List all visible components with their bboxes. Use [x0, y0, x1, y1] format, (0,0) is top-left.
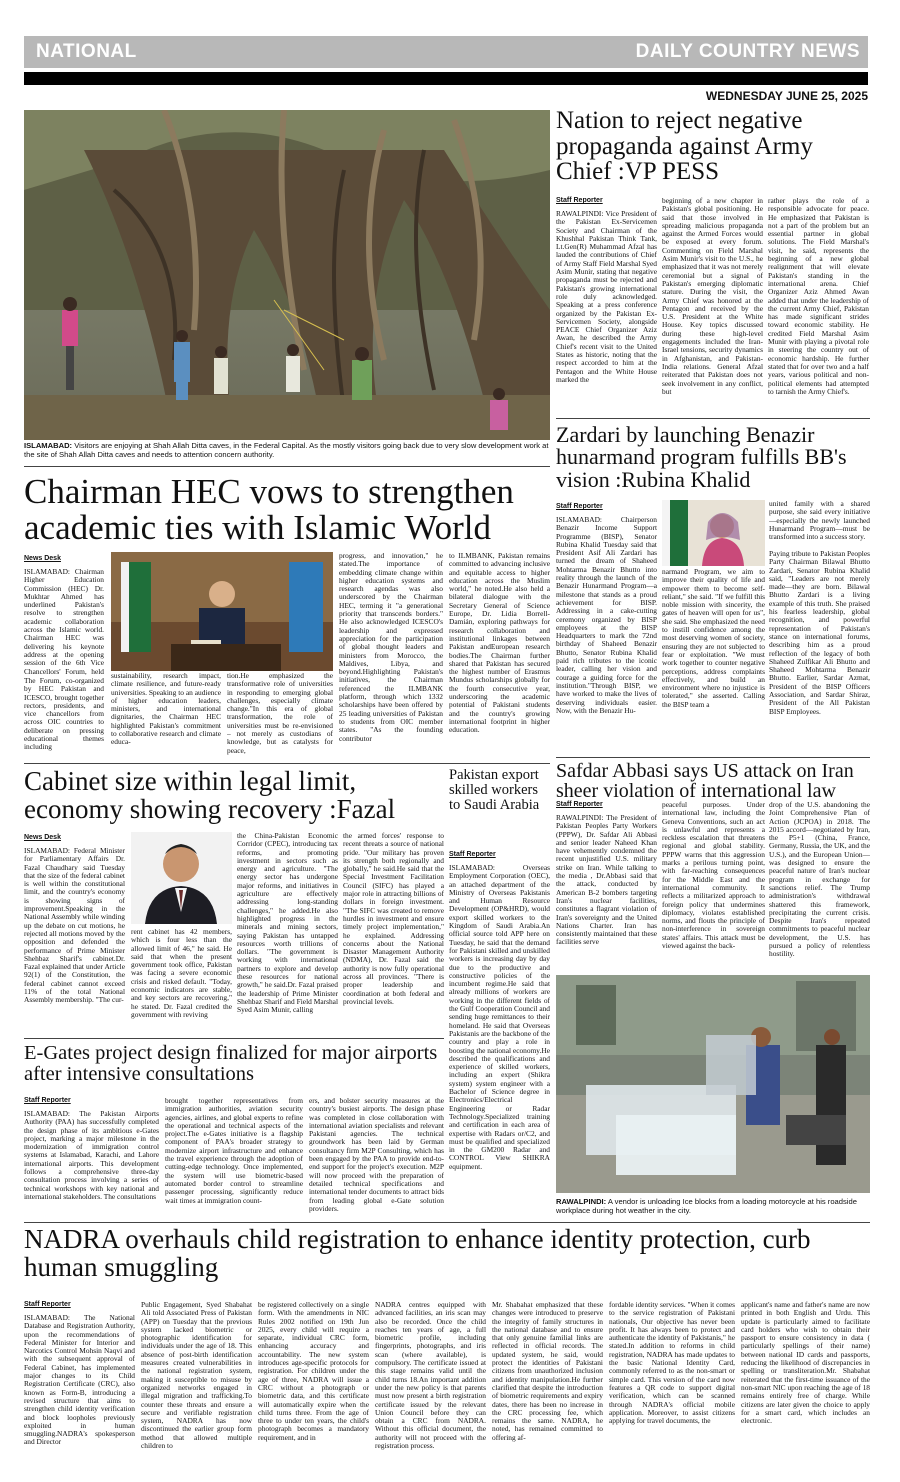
paper-name: DAILY COUNTRY NEWS	[635, 41, 860, 62]
issue-date: WEDNESDAY JUNE 25, 2025	[705, 89, 868, 103]
safdar-col-1: RAWALPINDI: The President of Pakistan Peoples Party Workers (PPPW), Dr. Safdar Ali Abbasi and senior leader Naheed Khan have vehemently condemned the recent unjustified U.S. military strike on Iran. While talking to the media , Dr.Abbasi said that the attack, conducted by American B-2 bombers targeting Iran's nuclear facilities, constitutes a flagrant violation of Iran's sovereignty and the United Nations Charter. Iran has consistently maintained that these facilities serve	[556, 814, 657, 947]
headline-workers: Pakistan export skilled workers to Saudi Arabia	[449, 767, 540, 813]
byline: Staff Reporter	[556, 503, 603, 510]
headline-nadra: NADRA overhauls child registration to enhance identity protection, curb human smuggling	[24, 1224, 811, 1282]
byline: News Desk	[24, 834, 61, 841]
nadra-col-5: Mr. Shabahat emphasized that these changes were introduced to preserve the integrity of family structures in the national database and to ensure that only genuine familial links are reflected in official records. The updated system, he said, would protect the identities of Pakistani citizens from unauthorized inclusion and identity manipulation.He further clarified that despite the introduction of biometric requirements and expiry dates, there has been no increase in the CRC processing fee, which remains the same. NADRA, he noted, has remained committed to offering af-	[492, 1301, 603, 1442]
byline: Staff Reporter	[556, 197, 603, 204]
hec-col-3: tion.He emphasized the transformative role of universities in responding to emerging global challenges, especially climate change."In this era of global transformation, the role of universities must be re-envisioned – not merely as custodians of knowledge, but as catalysts for peace,	[227, 672, 333, 755]
vp-col-2: beginning of a new chapter in Pakistan's global positioning. He said that those involved in spreading malicious propaganda against the Armed Forces would be exposed at every forum. Commenting on Field Marshal Asim Munir's visit to the U.S., he emphasized that it was not merely ceremonial but a signal of Pakistan's emerging diplomatic stature. During the visit, the Army Chief was honored at the Pentagon and received by the U.S. President at the White House. Key topics discussed during these high-level engagements included the Iran-Israel tensions, security dynamics in Afghanistan, and Pakistan-India relations. General Afzal reiterated that Pakistan does not seek involvement in any conflict, but	[662, 197, 763, 396]
official-at-desk-image	[111, 552, 333, 671]
bisp-col-1: ISLAMABAD: Chairperson Benazir Income Support Programme (BISP), Senator Rubina Khalid Tuesday said that President Asif Ali Zardari has turned the dream of Shaheed Mohtarma Benazir Bhutto into reality through the launch of the Benazir Hunarmand Program—a milestone that stands as a proud achievement for BISP. Addressing in a cake-cutting ceremony organized by BISP employees at the BISP Headquarters to mark the 72nd birthday of Shaheed Benazir Bhutto, Senator Rubina Khalid paid rich tributes to the iconic leader, calling her vision and courage a guiding force for the institution."Through BISP, we have worked to make the lives of deserving individuals easier. Now, with the Benazir Hu-	[556, 516, 657, 715]
fazal-chaudhary-photo	[131, 832, 232, 924]
divider	[556, 757, 870, 758]
nadra-col-6: fordable identity services. "When it comes to the service registration of Pakistani nationals, Our objective has never been profit. It has always been to protect and authenticate the identity of Pakistanis," he stated.In addition to reforms in child registration, NADRA has made updates to the basic National Identity Card, commonly referred to as the non-smart or simple card. This version of the card now features a QR code to support digital verification, which can be scanned through NADRA's official mobile application. Moreover, to assist citizens applying for travel documents, the	[609, 1301, 735, 1426]
headline-cabinet: Cabinet size within legal limit, economy showing recovery :Fazal	[24, 766, 396, 824]
cabinet-col-4: the armed forces' response to recent threats a source of national pride. "Our military has proven its strength both regionally and globally," he said.He said that the Special Investment Facilitation Council (SIFC) has played a major role in attracting billions of dollars in foreign investment. "The SIFC was created to remove hurdles in investment and ensure timely project implementation," he explained. Addressing concerns about the National Disaster Management Authority (NDMA), Dr. Fazal said the authority is now fully operational across all provinces. "There is proper leadership and coordination at both federal and provincial levels.	[343, 832, 444, 1006]
byline: Staff Reporter	[24, 1301, 71, 1308]
byline: Staff Reporter	[24, 1097, 71, 1104]
bisp-col-2: narmand Program, we aim to improve their quality of life and empower them to become self-reliant," she said. "If we fulfill this noble mission with sincerity, the gates of heaven will open for us", she said. She emphasized the need to instill confidence among the most deserving women of society, ensuring they are not subjected to fear or exploitation. "We must work together to counter negative perceptions, address complaints effectively, and build an environment where no injustice is tolerated," she asserted. Calling the BISP team a	[662, 568, 765, 709]
portrait-image	[131, 832, 232, 924]
egates-col-3: ers, and bolster security measures at the country's busiest airports. The design phase was completed in close collaboration with international aviation specialists and relevant Pakistani agencies. The technical groundwork has been laid by German consultancy firm M2P Consulting, which has been engaged by the PAA to provide end-to-end support for the project's execution. M2P will now proceed with the preparation of detailed technical specifications and international tender documents to attract bids from leading global e-Gate solution providers.	[309, 1097, 444, 1213]
ice-blocks-image	[556, 975, 870, 1193]
masthead-black-rule	[24, 72, 868, 85]
divider	[24, 763, 550, 764]
hec-col-2: sustainability, research impact, climate resilience, and future-ready universities. Speaking to an audience of higher education leaders, ministers, and international dignitaries, the Chairman HEC highlighted Pakistan's commitment to collaborative research and climate educa-	[111, 672, 221, 747]
divider	[24, 1222, 870, 1223]
nadra-col-1: ISLAMABAD: The National Database and Registration Authority, upon the recommendations of Federal Minister for Interior and Narcotics Control Mohsin Naqvi and with the subsequent approval of Federal Cabinet, has implemented major changes to its Child Registration Certificate (CRC), also known as Form-B, introducing a revised structure that aims to strengthen child identity verification and block loopholes previously exploited in human smuggling.NADRA's spokesperson and Director	[24, 1314, 135, 1447]
egates-col-2: brought together representatives from immigration authorities, aviation security agencies, airlines, and global experts to refine the operational and technical aspects of the project.The e-Gates initiative is a flagship component of PAA's broader strategy to modernize airport infrastructure and enhance the travel experience through the adoption of cutting-edge technology. Once implemented, the system will use biometric-based automated border control to streamline passenger processing, significantly reduce wait times at immigration count-	[165, 1097, 303, 1205]
safdar-col-2: peaceful purposes. Under international law, including the Geneva Conventions, such an act is unlawful and represents a reckless escalation that threatens regional and global stability. PPPW warns that this aggression marks a perilous turning point, with far-reaching consequences for the Middle East and the international community. It reflects a militarized approach to foreign policy that undermines diplomacy, violates established norms, and flouts the principle of non-interference in sovereign states' affairs. This attack must be viewed against the back-	[662, 801, 765, 951]
ice-photo-caption: RAWALPINDI: A vendor is unloading Ice blocks from a loading motorcycle at his roadside workplace during hot weather in the city.	[556, 1197, 857, 1215]
hec-col-5: to ILMBANK, Pakistan remains committed to advancing inclusive and equitable access to higher education across the Muslim world," he noted.He also held a bilateral dialogue with the Secretary General of Science Europe, Dr. Lidia Borrell-Damián, exploring pathways for research collaboration and institutional linkages between Pakistan andEuropean research bodies.The Chairman further shared that Pakistan has secured the highest number of Erasmus Mundus scholarships globally for the fourth consecutive year, underscoring the academic potential of Pakistani students and the country's growing international footprint in higher education.	[449, 552, 550, 735]
nadra-col-2: Public Engagement, Syed Shabahat Ali told Associated Press of Pakistan (APP) on Tuesday that the previous system lacked biometric or photographic identification for individuals under the age of 18. This absence of post-birth identification measures created vulnerabilities in the national registration system, making it susceptible to misuse by organized networks engaged in illegal migration and trafficking.To counter these threats and ensure a secure and verifiable registration system, NADRA has now discontinued the earlier group form method that allowed multiple children to	[141, 1301, 252, 1451]
egates-col-1: ISLAMABAD: The Pakistan Airports Authority (PAA) has successfully completed the design phase of its ambitious e-Gates project, marking a major milestone in the modernization of immigration control systems at Islamabad, Karachi, and Lahore international airports. This development follows a comprehensive three-day consultation process involving a series of technical workshops with key national and international stakeholders. The consultations	[24, 1110, 159, 1201]
headline-egates: E-Gates project design finalized for major airports after intensive consultations	[24, 1042, 438, 1085]
vp-col-1: RAWALPINDI: Vice President of the Pakistan Ex-Servicemen Society and Chairman of the Khushhal Pakistan Think Tank, Lt.Gen(R) Muhammad Afzal has lauded the contributions of Chief of Army Staff Field Marshal Syed Asim Munir, stating that negative propaganda must be rejected and Pakistan's growing international role duly acknowledged. Speaking at a press conference organized by the Pakistan Ex-Servicemen Society, alongside PEACE Chief Organizer Aziz Awan, he described the Army Chief's recent visit to the United States as historic, noting that the respect accorded to him at the Pentagon and the White House marked the	[556, 210, 657, 384]
headline-safdar: Safdar Abbasi says US attack on Iran sheer violation of international law	[556, 760, 854, 803]
nadra-col-7: applicant's name and father's name are now printed in both English and Urdu. This update is particularly aimed to facilitate card holders who wish to obtain their passport to ensure consistency in data ( particularly spellings of their name) between national ID cards and passports, reducing the likelihood of discrepancies in spelling or transliteration.Mr. Shabahat reiterated that the first-time issuance of the non-smart NIC upon reaching the age of 18 remains entirely free of charge. While citizens are later given the choice to apply for a smart card, which includes an electronic.	[741, 1301, 870, 1426]
safdar-col-3: drop of the U.S. abandoning the Joint Comprehensive Plan of Action (JCPOA) in 2018. The 2015 accord—negotiated by Iran, the P5+1 (China, France, Germany, Russia, the UK, and the U.S.), and the European Union—was designed to ensure the peaceful nature of Iran's nuclear program in exchange for sanctions relief. The Trump administration's withdrawal shattered this framework, precipitating the current crisis. Despite Iran's repeated commitments to peaceful nuclear development, the U.S. has pursued a policy of relentless hostility.	[769, 801, 870, 959]
cabinet-col-3: the China-Pakistan Economic Corridor (CPEC), introducing tax reforms, and promoting investment in sectors such as energy and agriculture. "The energy sector has undergone major reforms, and initiatives in agriculture are effectively addressing long-standing challenges," he added.He also highlighted progress in the minerals and mining sectors, saying Pakistan has untapped resources worth trillions of dollars. "The government is working with international partners to explore and develop these resources for national growth," he said.Dr. Fazal praised the leadership of Prime Minister Shehbaz Sharif and Field Marshal Syed Asim Munir, calling	[237, 832, 338, 1015]
headline-bisp: Zardari by launching Benazir hunarmand program fulfills BB's vision :Rubina Khalid	[556, 422, 847, 492]
divider	[24, 1038, 444, 1039]
headline-vp-pess: Nation to reject negative propaganda against Army Chief :VP PESS	[556, 107, 813, 185]
divider	[556, 418, 870, 419]
ice-vendor-photo	[556, 975, 870, 1193]
hec-col-1a: ISLAMABAD: Chairman Higher Education Commission (HEC) Dr. Mukhtar Ahmed has underlined Pakistan's resolve to strengthen academic collaboration across the Islamic world. Chairman HEC was delivering his keynote address at the opening session of the 6th Vice Chancellors' Forum, held	[24, 568, 104, 676]
bisp-col-3b: Paying tribute to Pakistan Peoples Party Chairman Bilawal Bhutto Zardari, Senator Rubina Khalid said, "Leaders are not merely made—they are born. Bilawal Bhutto Zardari is a living example of this truth. She praised his fearless leadership, global recognition, and powerful representation of Pakistan's stance on international forums, describing him as a proud reflection of the legacy of both Shaheed Zulfikar Ali Bhutto and Shaheed Mohtarma Benazir Bhutto. Earlier, Sardar Azmat, President of the BISP Officers Association, and Sardar Shiraz, President of the All Pakistan BISP Employees.	[769, 550, 870, 716]
lead-photo-caption: ISLAMABAD: Visitors are enjoying at Shah Allah Ditta caves, in the Federal Capital. As the mostly visitors going back due to very slow development work at the site of Shah Allah Ditta caves and needs to attention concern authority.	[24, 441, 549, 459]
nadra-col-4: NADRA centres equipped with advanced facilities, an iris scan may also be recorded. Once the child reaches ten years of age, a full biometric profile, including fingerprints, photographs, and iris scan (where available), is compulsory. The certificate issued at this stage remains valid until the child turns 18.An important addition under the new policy is that parents must now present a birth registration certificate issued by the relevant Union Council before they can obtain a CRC from NADRA. Without this official document, the authority will not proceed with the registration process.	[375, 1301, 486, 1451]
nadra-col-3: be registered collectively on a single form. With the amendments in NIC Rules 2002 notified on 19th Jun 2025, every child will require a separate, individual CRC form, enhancing accuracy and accountability. The new system introduces age-specific protocols for registration. For children under the age of three, NADRA will issue a CRC without a photograph or biometric data, and this certificate will automatically expire when the child turns three. From the age of three to under ten years, the child's photograph becomes a mandatory requirement, and in	[258, 1301, 369, 1442]
cabinet-col-1: ISLAMABAD: Federal Minister for Parliamentary Affairs Dr. Fazal Chaudhary said Tuesday that the size of the federal cabinet is well within the constitutional limit, and the country's economy is showing signs of improvement.Speaking in the National Assembly while winding up the debate on cut motions, he rejected all motions moved by the opposition and defended the performance of Prime Minister Shehbaz Sharif's cabinet.Dr. Fazal explained that under Article 92(1) of the Constitution, the federal cabinet cannot exceed 11% of the total National Assembly membership. "The cur-	[24, 847, 125, 1005]
rubina-khalid-photo	[662, 500, 765, 566]
byline: Staff Reporter	[556, 801, 603, 808]
tree-caves-image	[24, 110, 550, 440]
vp-col-3: rather plays the role of a responsible advocate for peace. He emphasized that Pakistan is not a part of the problem but an essential partner in global solutions. The Field Marshal's visit, he said, represents the beginning of a new global realignment that will elevate Pakistan's standing in the international arena. Chief Organizer Aziz Ahmed Awan added that under the leadership of the current Army Chief, Pakistan has made significant strides toward economic stability. He credited Field Marshal Asim Munir with playing a pivotal role in steering the country out of economic hardship. He further stated that for over two and a half years, various political and non-political elements had attempted to tarnish the Army Chief's.	[768, 197, 869, 396]
hec-chairman-photo	[111, 552, 333, 671]
byline: News Desk	[24, 555, 61, 562]
divider	[24, 466, 550, 467]
bisp-col-3a: united family with a shared purpose, she said every initiative—especially the newly launched Hunarmand Program—must be transformed into a success story.	[769, 500, 870, 542]
hec-col-4: progress, and innovation," he stated.The importance of embedding climate change within higher education systems and research agendas was also underscored by the Chairman HEC, terming it "a generational priority that transcends borders." He also acknowledged ICESCO's leadership and expressed appreciation for the participation of global thought leaders and ministers from Morocco, the Maldives, Libya, and beyond.Highlighting Pakistan's initiatives, the Chairman referenced the ILMBANK platform, through which 1332 scholarships have been offered by 25 leading universities of Pakistan to students from OIC member states. "As the founding contributor	[339, 552, 443, 743]
byline: Staff Reporter	[449, 851, 496, 858]
hec-col-1b: The Forum, co-organized by HEC Pakistan and ICESCO, brought together rectors, presidents, and vice chancellors from across OIC countries to deliberate on pressing educational themes including	[24, 677, 104, 752]
cabinet-col-2: rent cabinet has 42 members, which is four less than the allowed limit of 46," he said. He said that when the present government took office, Pakistan was facing a severe economic crisis and risked default. "Today, economic indicators are stable, and key sectors are recovering," he stated. Dr. Fazal credited the government with reviving	[131, 928, 232, 1019]
section-label: NATIONAL	[36, 41, 137, 62]
lead-photo	[24, 110, 550, 440]
headline-hec: Chairman HEC vows to strengthen academic ties with Islamic World	[24, 472, 514, 547]
workers-body: ISLAMABAD: Overseas Employment Corporation (OEC), an attached department of the Ministry of Overseas Pakistanis and Human Resource Development (OP&HRD), would export skilled workers to the Kingdom of Saudi Arabia.An official source told APP here on Tuesday, he said that the demand for Pakistani skilled and unskilled workers is increasing day by day due to the productive and constructive policies of the incumbent regime.He said that already millions of workers are working in the different fields of the Gulf Cooperation Council and sending huge remittances to their homeland. He said that Overseas Pakistanis are the backbone of the country and play a role in boosting the national economy.He described the qualifications and experience of skilled workers, including an expert (Shikra system) system engineer with a Bachelor of Science degree in Electronics/Electrical Engineering or Radar Technology.Specialized training and certification in each area of expertise with Radars or/C2, and must be qualified and specialized in the GM200 Radar and CONTROL View SHIKRA equipment.	[449, 864, 550, 1171]
portrait-with-flag-image	[662, 500, 765, 566]
